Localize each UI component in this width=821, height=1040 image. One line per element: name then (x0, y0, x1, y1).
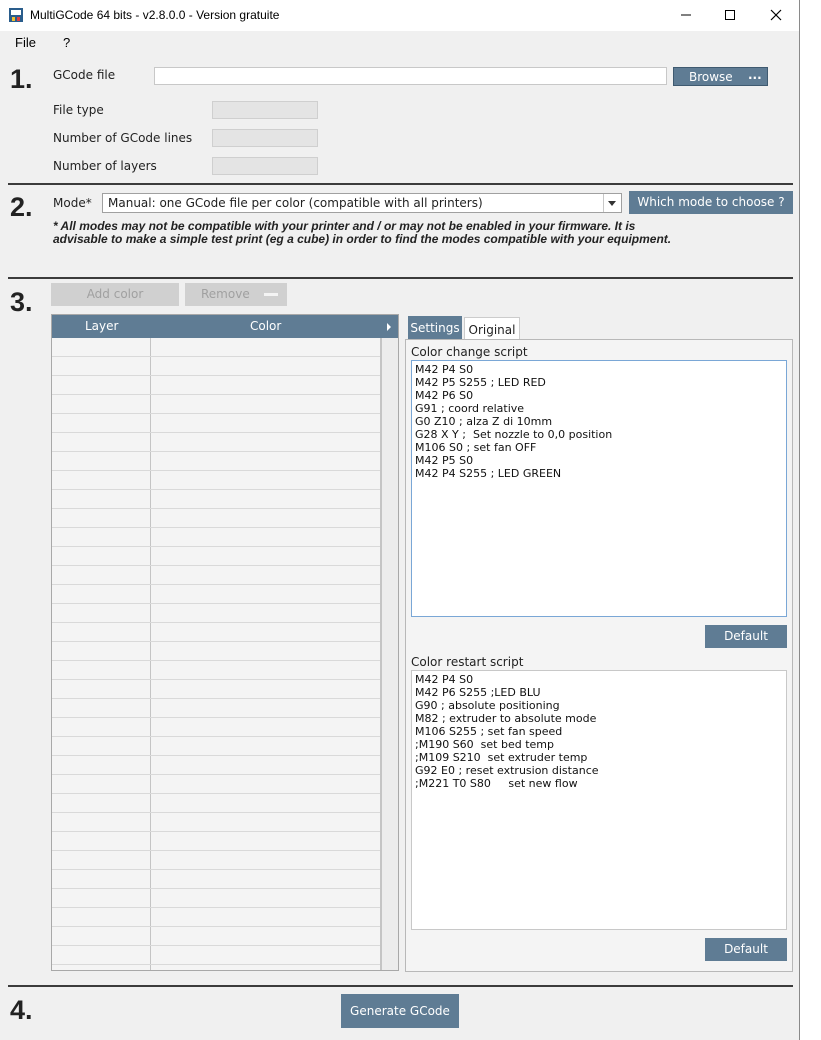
grid-row-line (52, 660, 380, 661)
title-bar (0, 0, 799, 31)
color-restart-script-editor[interactable] (411, 670, 787, 930)
grid-row-line (52, 546, 380, 547)
color-change-script-editor[interactable] (411, 360, 787, 617)
script-line: G90 ; absolute positioning (415, 699, 560, 712)
step-4-number: 4. (10, 995, 33, 1025)
grid-row-line (52, 356, 380, 357)
grid-row-line (52, 850, 380, 851)
layers-label: Number of layers (53, 159, 157, 173)
grid-row-line (52, 812, 380, 813)
script-line: M42 P5 S255 ; LED RED (415, 376, 546, 389)
color-restart-label: Color restart script (411, 655, 524, 669)
grid-row-line (52, 375, 380, 376)
menu-help[interactable]: ? (63, 35, 71, 50)
mode-select-value: Manual: one GCode file per color (compatible with all printers) (108, 196, 483, 210)
grid-body (52, 338, 398, 970)
script-line: ;M221 T0 S80 set new flow (415, 777, 578, 790)
grid-col-color[interactable]: Color (250, 319, 282, 333)
grid-row-line (52, 413, 380, 414)
grid-row-line (52, 622, 380, 623)
grid-row-line (52, 394, 380, 395)
section-divider (8, 985, 793, 987)
script-line: M82 ; extruder to absolute mode (415, 712, 597, 725)
maximize-icon (724, 9, 736, 21)
app-logo-icon (8, 7, 24, 23)
script-line: ;M109 S210 set extruder temp (415, 751, 588, 764)
script-line: G0 Z10 ; alza Z di 10mm (415, 415, 553, 428)
menu-file[interactable]: File (15, 35, 36, 50)
script-line: M42 P4 S0 (415, 673, 474, 686)
close-button[interactable] (753, 0, 799, 31)
script-line: M42 P6 S0 (415, 389, 474, 402)
which-mode-button[interactable]: Which mode to choose ? (629, 191, 793, 214)
menu-bar (0, 31, 799, 55)
compatibility-note (53, 220, 783, 246)
remove-label: Remove (201, 287, 250, 301)
grid-row-line (52, 945, 380, 946)
file-type-field (212, 101, 318, 119)
grid-row-line (52, 869, 380, 870)
grid-row-line (52, 698, 380, 699)
mode-label: Mode* (53, 196, 92, 210)
script-line: M42 P6 S255 ;LED BLU (415, 686, 541, 699)
grid-row-line (52, 603, 380, 604)
script-line: G28 X Y ; Set nozzle to 0,0 position (415, 428, 613, 441)
chevron-right-icon (386, 323, 392, 331)
grid-row-line (52, 774, 380, 775)
note-line-2: advisable to make a simple test print (eg a cube) in order to find the modes compatible with your equipment. (53, 232, 672, 246)
minus-icon (264, 293, 278, 296)
step-3-number: 3. (10, 287, 33, 317)
gcode-lines-field (212, 129, 318, 147)
script-line: M42 P5 S0 (415, 454, 474, 467)
gcode-file-input[interactable] (154, 67, 667, 85)
script-line: M106 S255 ; set fan speed (415, 725, 563, 738)
grid-col-layer[interactable]: Layer (85, 319, 119, 333)
script-line: G92 E0 ; reset extrusion distance (415, 764, 599, 777)
default-button-restart[interactable]: Default (705, 938, 787, 961)
grid-scrollbar[interactable] (381, 338, 399, 970)
color-layer-grid[interactable] (51, 314, 399, 971)
gcode-lines-label: Number of GCode lines (53, 131, 193, 145)
window-title: MultiGCode 64 bits - v2.8.0.0 - Version gratuite (30, 8, 280, 22)
grid-row-line (52, 432, 380, 433)
mode-select[interactable] (102, 193, 622, 213)
grid-row-line (52, 717, 380, 718)
add-color-button[interactable]: Add color (51, 283, 179, 306)
gcode-file-label: GCode file (53, 68, 116, 82)
grid-row-line (52, 451, 380, 452)
maximize-button[interactable] (707, 0, 753, 31)
settings-panel (405, 339, 793, 972)
grid-row-line (52, 489, 380, 490)
close-icon (770, 9, 782, 21)
grid-row-line (52, 641, 380, 642)
grid-row-line (52, 964, 380, 965)
grid-header (52, 315, 398, 338)
section-divider (8, 277, 793, 279)
grid-row-line (52, 755, 380, 756)
script-line: M42 P4 S255 ; LED GREEN (415, 467, 562, 480)
remove-button[interactable] (185, 283, 287, 306)
grid-row-line (52, 736, 380, 737)
script-line: ;M190 S60 set bed temp (415, 738, 554, 751)
chevron-down-icon (603, 194, 621, 212)
browse-button[interactable] (673, 67, 768, 86)
grid-row-line (52, 926, 380, 927)
grid-row-line (52, 584, 380, 585)
grid-row-line (52, 793, 380, 794)
step-1-number: 1. (10, 64, 33, 94)
grid-row-line (52, 831, 380, 832)
grid-row-line (52, 888, 380, 889)
tab-settings[interactable]: Settings (408, 316, 462, 340)
step-2-number: 2. (10, 192, 33, 222)
note-line-1: * All modes may not be compatible with your printer and / or may not be enabled in your firmware. It is (53, 219, 636, 233)
grid-row-line (52, 527, 380, 528)
default-button-change[interactable]: Default (705, 625, 787, 648)
script-line: G91 ; coord relative (415, 402, 525, 415)
tab-original[interactable]: Original (464, 317, 520, 340)
generate-gcode-button[interactable]: Generate GCode (341, 994, 459, 1028)
grid-row-line (52, 907, 380, 908)
script-line: M106 S0 ; set fan OFF (415, 441, 537, 454)
grid-row-line (52, 470, 380, 471)
minimize-button[interactable] (663, 0, 709, 31)
file-type-label: File type (53, 103, 104, 117)
browse-label: Browse (689, 70, 733, 84)
minimize-icon (680, 9, 692, 21)
grid-row-line (52, 679, 380, 680)
script-line: M42 P4 S0 (415, 363, 474, 376)
layers-field (212, 157, 318, 175)
section-divider (8, 183, 793, 185)
grid-row-line (52, 508, 380, 509)
color-change-label: Color change script (411, 345, 528, 359)
browse-dots-icon: ... (748, 68, 762, 82)
grid-row-line (52, 565, 380, 566)
